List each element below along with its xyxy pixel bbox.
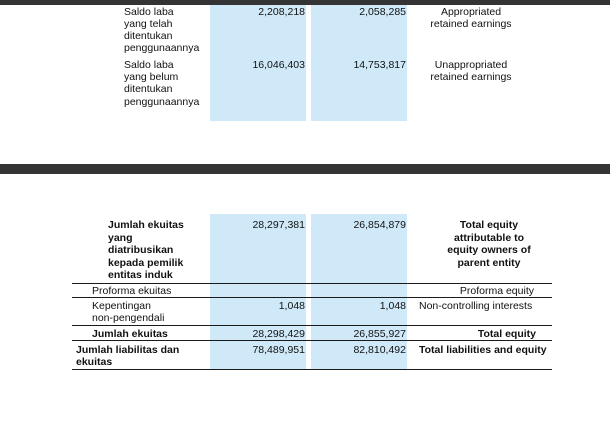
page-break-bar: [0, 164, 610, 174]
row-label-en: Total equity: [477, 328, 536, 340]
row-label-id: Proforma ekuitas: [92, 285, 172, 297]
value-current-year: 2,208,218: [258, 6, 305, 18]
row-label-en: Non-controlling interests: [419, 300, 533, 312]
value-current-year: 78,489,951: [252, 344, 305, 356]
table-rule: [72, 325, 552, 326]
row-label-id-line: penggunaannya: [124, 96, 200, 108]
value-prior-year: 26,855,927: [353, 328, 406, 340]
value-prior-year: 14,753,817: [353, 59, 406, 71]
value-prior-year: 82,810,492: [353, 344, 406, 356]
row-label-en: Total liabilities and equity: [419, 344, 547, 356]
value-current-year: 28,298,429: [252, 328, 305, 340]
value-current-year: 28,297,381: [252, 219, 305, 231]
row-label-id-line: diatribusikan: [108, 244, 174, 256]
row-label-en-line: Total equity: [459, 219, 519, 231]
table-rule: [72, 297, 552, 298]
row-label-id-line: yang telah: [124, 18, 173, 30]
row-label-en-line: retained earnings: [430, 71, 512, 83]
row-label-id-line: ditentukan: [124, 83, 173, 95]
row-label-id-line: penggunaannya: [124, 42, 200, 54]
value-current-year: 16,046,403: [252, 59, 305, 71]
row-label-en-line: parent entity: [457, 257, 521, 269]
row-label-id-line: kepada pemilik: [108, 257, 184, 269]
row-label-en-line: retained earnings: [430, 18, 512, 30]
value-prior-year: 2,058,285: [359, 6, 406, 18]
row-label-id-line: yang: [108, 232, 133, 244]
table-rule: [72, 283, 552, 284]
row-label-id-line: Kepentingan: [92, 300, 151, 312]
row-label-id-line: ekuitas: [76, 356, 113, 368]
row-label-en-line: Appropriated: [440, 6, 502, 18]
row-label-id-line: entitas induk: [108, 269, 173, 281]
row-label-en: Proforma equity: [459, 285, 534, 297]
row-label-en-line: Unappropriated: [434, 59, 508, 71]
value-prior-year: 1,048: [379, 300, 406, 312]
row-label-id-line: Saldo laba: [124, 6, 174, 18]
row-label-en-line: attributable to: [454, 232, 524, 244]
row-label-en-line: equity owners of: [447, 244, 531, 256]
row-label-id-line: Saldo laba: [124, 59, 174, 71]
row-label-id-line: non-pengendali: [92, 312, 165, 324]
row-label-id-line: Jumlah liabilitas dan: [76, 344, 180, 356]
row-label-id: Jumlah ekuitas: [92, 328, 168, 340]
row-label-id-line: Jumlah ekuitas: [108, 219, 184, 231]
value-current-year: 1,048: [278, 300, 305, 312]
table-rule: [72, 369, 552, 370]
row-label-id-line: ditentukan: [124, 30, 173, 42]
row-label-id-line: yang belum: [124, 71, 179, 83]
value-prior-year: 26,854,879: [353, 219, 406, 231]
table-rule: [72, 340, 552, 341]
